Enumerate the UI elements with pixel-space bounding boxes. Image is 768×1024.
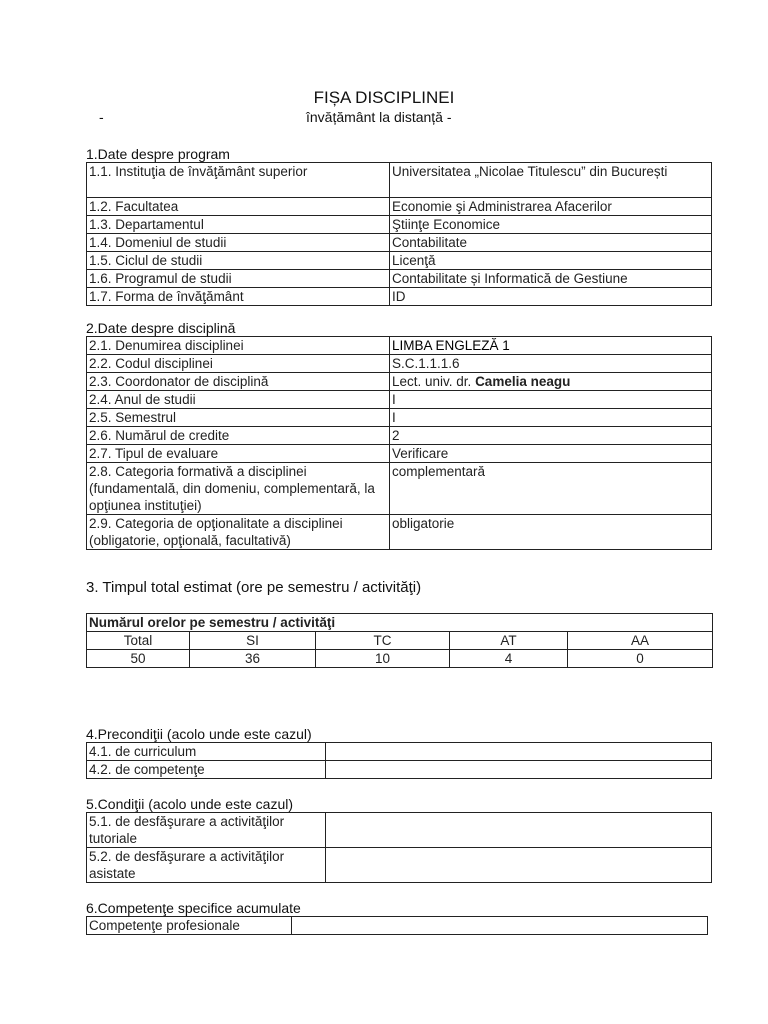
row-value — [326, 743, 712, 761]
program-info-table — [86, 162, 712, 306]
row-label: 1.3. Departamentul — [87, 216, 390, 234]
subtitle-dash: - — [99, 109, 104, 125]
row-label: 2.6. Numărul de credite — [87, 427, 390, 445]
row-label: 2.1. Denumirea disciplinei — [87, 337, 390, 355]
row-value: I — [390, 409, 712, 427]
table-row — [87, 813, 712, 848]
table-row — [87, 373, 712, 391]
column-header: AT — [450, 632, 568, 650]
table-row — [87, 270, 712, 288]
row-value: Universitatea „Nicolae Titulescu” din București — [390, 163, 712, 198]
row-label: 2.5. Semestrul — [87, 409, 390, 427]
row-label: 4.1. de curriculum — [87, 743, 326, 761]
table-row — [87, 761, 712, 779]
table-row — [87, 515, 712, 550]
row-label: 2.4. Anul de studii — [87, 391, 390, 409]
row-label: 1.6. Programul de studii — [87, 270, 390, 288]
row-label: 1.7. Forma de învăţământ — [87, 288, 390, 306]
row-value — [390, 373, 712, 391]
table-row — [87, 391, 712, 409]
row-value: LIMBA ENGLEZĂ 1 — [390, 337, 712, 355]
hours-table — [86, 613, 713, 668]
table-row — [87, 650, 713, 668]
table-row — [87, 355, 712, 373]
row-value: Contabilitate — [390, 234, 712, 252]
row-label: 2.2. Codul disciplinei — [87, 355, 390, 373]
section-6-heading: 6.Competenţe specifice acumulate — [86, 900, 301, 916]
coordinator-name: Camelia neagu — [475, 374, 571, 389]
conditions-table — [86, 812, 712, 883]
row-label: 2.3. Coordonator de disciplină — [87, 373, 390, 391]
document-title: FIȘA DISCIPLINEI — [313, 88, 455, 107]
table-cell: 10 — [316, 650, 450, 668]
row-label: 1.5. Ciclul de studii — [87, 252, 390, 270]
row-value: Economie şi Administrarea Afacerilor — [390, 198, 712, 216]
table-row — [87, 848, 712, 883]
table-cell: 4 — [450, 650, 568, 668]
document-subtitle: învățământ la distanță - — [306, 109, 452, 125]
row-value: Verificare — [390, 445, 712, 463]
table-row — [87, 337, 712, 355]
row-value: complementară — [390, 463, 712, 515]
row-label: 1.1. Instituţia de învăţământ superior — [87, 163, 390, 198]
table-row — [87, 743, 712, 761]
row-value — [292, 917, 708, 935]
table-row — [87, 427, 712, 445]
row-value — [326, 761, 712, 779]
column-header: SI — [190, 632, 316, 650]
table-row — [87, 288, 712, 306]
table-row — [87, 463, 712, 515]
row-value: Licenţă — [390, 252, 712, 270]
preconditions-table — [86, 742, 712, 779]
column-header: AA — [568, 632, 713, 650]
row-label: 2.8. Categoria formativă a disciplinei (fundamentală, din domeniu, complementară, la opţiunea instituţiei) — [87, 463, 390, 515]
row-value — [326, 848, 712, 883]
row-value — [326, 813, 712, 848]
row-label: 5.1. de desfăşurare a activităţilor tutoriale — [87, 813, 326, 848]
section-1-heading: 1.Date despre program — [86, 146, 230, 162]
section-5-heading: 5.Condiţii (acolo unde este cazul) — [86, 796, 294, 812]
row-value: S.C.1.1.1.6 — [390, 355, 712, 373]
row-value: Ştiinţe Economice — [390, 216, 712, 234]
row-value: obligatorie — [390, 515, 712, 550]
table-row — [87, 252, 712, 270]
table-row — [87, 163, 712, 198]
row-value: ID — [390, 288, 712, 306]
table-row — [87, 409, 712, 427]
row-label: 1.2. Facultatea — [87, 198, 390, 216]
row-label: Competenţe profesionale — [87, 917, 292, 935]
table-row — [87, 234, 712, 252]
column-header: TC — [316, 632, 450, 650]
table-row — [87, 198, 712, 216]
row-label: 1.4. Domeniul de studii — [87, 234, 390, 252]
coordinator-title: Lect. univ. dr. — [392, 374, 472, 389]
table-cell: 50 — [87, 650, 190, 668]
hours-table-title: Numărul orelor pe semestru / activităţi — [87, 614, 713, 632]
table-row — [87, 632, 713, 650]
table-row — [87, 216, 712, 234]
section-4-heading: 4.Precondiţii (acolo unde este cazul) — [86, 726, 312, 742]
row-value: I — [390, 391, 712, 409]
row-label: 2.7. Tipul de evaluare — [87, 445, 390, 463]
row-value: 2 — [390, 427, 712, 445]
table-cell: 0 — [568, 650, 713, 668]
row-value: Contabilitate și Informatică de Gestiune — [390, 270, 712, 288]
table-row — [87, 445, 712, 463]
section-2-heading: 2.Date despre disciplină — [86, 320, 236, 336]
competences-table — [86, 916, 708, 935]
table-row — [87, 614, 713, 632]
row-label: 2.9. Categoria de opţionalitate a disciplinei (obligatorie, opţională, facultativă) — [87, 515, 390, 550]
table-row — [87, 917, 708, 935]
column-header: Total — [87, 632, 190, 650]
row-label: 5.2. de desfăşurare a activităţilor asistate — [87, 848, 326, 883]
row-label: 4.2. de competenţe — [87, 761, 326, 779]
section-3-heading: 3. Timpul total estimat (ore pe semestru / activităţi) — [86, 579, 422, 596]
table-cell: 36 — [190, 650, 316, 668]
discipline-info-table — [86, 336, 712, 550]
